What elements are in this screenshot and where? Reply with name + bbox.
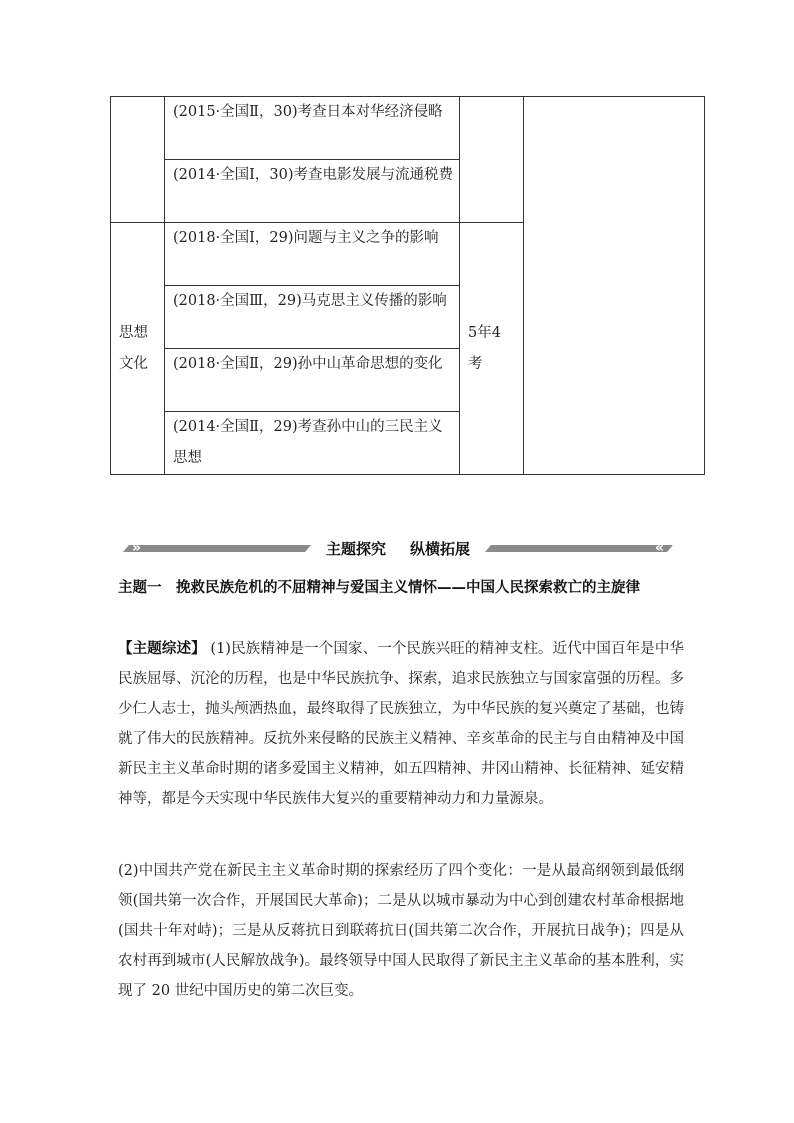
exam-item-cell: [165, 160, 460, 223]
summary-label: 【主题综述】: [118, 641, 206, 657]
summary-text-1: (1)民族精神是一个国家、一个民族兴旺的精神支柱。近代中国百年是中华民族屈辱、沉沦的历程，也是中华民族抗争、探索，追求民族独立与国家富强的历程。多少仁人志士，抛头颅洒热血，最终取得了民族独立，为中华民族的复兴奠定了基础，也铸就了伟大的民族精神。反抗外来侵略的民族主义精神、辛亥革命的民主与自由精神及中国新民主主义革命时期的诸多爱国主义精神，如五四精神、井冈山精神、长征精神、延安精神等，都是今天实现中华民族伟大复兴的重要精神动力和力量源泉。: [118, 641, 684, 807]
blank-column-cell: [524, 97, 705, 475]
exam-item-cell: [165, 97, 460, 160]
section-banner: [118, 536, 678, 562]
section-title-left: 主题探究: [325, 540, 386, 558]
exam-item-text: (2018·全国Ⅲ，29)马克思主义传播的影响: [173, 293, 447, 309]
frequency-cell-empty: [460, 97, 524, 223]
exam-item-text: (2014·全国Ⅰ，30)考查电影发展与流通税费: [173, 167, 454, 183]
exam-item-text: (2014·全国Ⅱ，29)考查孙中山的三民主义思想: [173, 419, 443, 466]
double-chevron-left-icon: «: [654, 540, 664, 556]
exam-item-text: (2018·全国Ⅱ，29)孙中山革命思想的变化: [173, 356, 443, 372]
exam-analysis-table: [110, 96, 705, 475]
topic-heading: 主题一 挽救民族危机的不屈精神与爱国主义情怀——中国人民探索救亡的主旋律: [118, 580, 640, 596]
exam-item-text: (2018·全国Ⅰ，29)问题与主义之争的影响: [173, 230, 439, 246]
category-cell: [111, 223, 165, 475]
double-chevron-right-icon: »: [132, 540, 142, 556]
table-row: [111, 97, 705, 160]
section-title-right: 纵横拓展: [410, 540, 471, 558]
section-title: [118, 536, 678, 562]
summary-paragraph-2: (2)中国共产党在新民主主义革命时期的探索经历了四个变化：一是从最高纲领到最低纲领(国共第一次合作，开展国民大革命)；二是从以城市暴动为中心到创建农村革命根据地(国共十年对峙)；三是从反蒋抗日到联蒋抗日(国共第二次合作，开展抗日战争)；四是从农村再到城市(人民解放战争)。最终领导中国人民取得了新民主主义革命的基本胜利，实现了 20 世纪中国历史的第二次巨变。: [118, 863, 684, 999]
exam-item-cell: [165, 286, 460, 349]
exam-item-text: (2015·全国Ⅱ，30)考查日本对华经济侵略: [173, 104, 443, 120]
category-cell-empty: [111, 97, 165, 223]
exam-item-cell: [165, 412, 460, 475]
category-label: 思想文化: [119, 324, 148, 372]
frequency-cell: [460, 223, 524, 475]
exam-item-cell: [165, 223, 460, 286]
summary-paragraph-1: [118, 634, 684, 814]
exam-item-cell: [165, 349, 460, 412]
frequency-label: 5年4考: [468, 324, 501, 372]
